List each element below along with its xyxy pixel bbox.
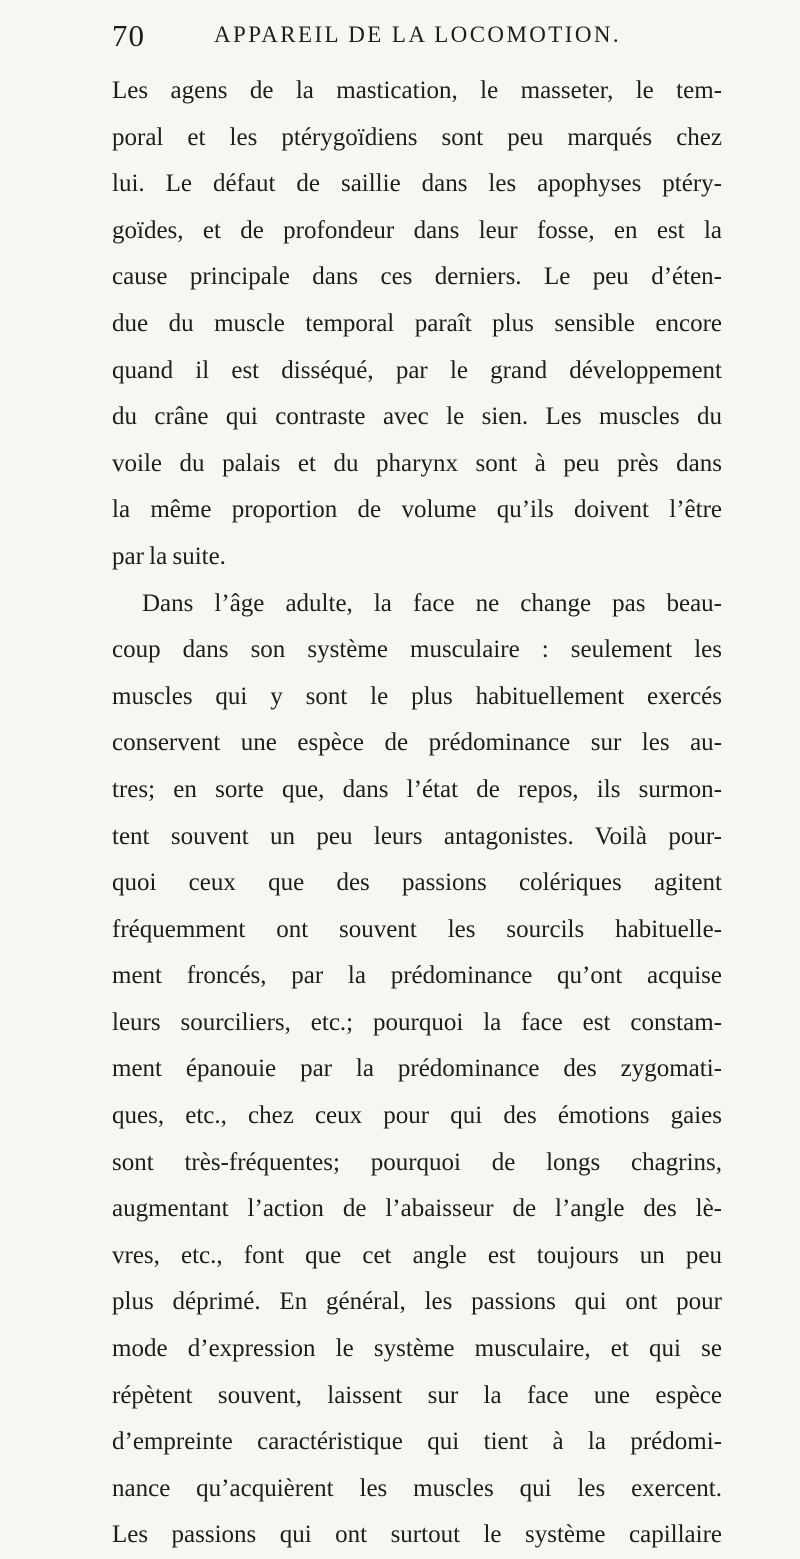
paragraph (112, 581, 722, 1559)
text-line: vres, etc., font que cet angle est toujours un peu (112, 1241, 722, 1269)
text-line: quoi ceux que des passions colériques agitent (112, 869, 722, 897)
text-line: lui. Le défaut de saillie dans les apophyses ptéry- (112, 170, 722, 198)
text-line: nance qu’acquièrent les muscles qui les exercent. (112, 1474, 722, 1502)
text-line: mode d’expression le système musculaire, et qui se (112, 1335, 722, 1363)
text-line: cause principale dans ces derniers. Le peu d’éten- (112, 263, 722, 291)
text-line: tent souvent un peu leurs antagonistes. Voilà pour- (112, 822, 722, 850)
text-line: leurs sourciliers, etc.; pourquoi la face est constam- (112, 1008, 722, 1036)
text-line: coup dans son système musculaire : seulement les (112, 636, 722, 664)
text-line: plus déprimé. En général, les passions qui ont pour (112, 1288, 722, 1316)
text-line: fréquemment ont souvent les sourcils habituelle- (112, 915, 722, 943)
text-line: due du muscle temporal paraît plus sensible encore (112, 309, 722, 337)
text-line: ment épanouie par la prédominance des zygomati- (112, 1055, 722, 1083)
running-head (112, 18, 722, 58)
text-line: muscles qui y sont le plus habituellement exercés (112, 682, 722, 710)
text-line: augmentant l’action de l’abaisseur de l’angle des lè- (112, 1195, 722, 1223)
text-line: Les passions qui ont surtout le système capillaire (112, 1521, 722, 1549)
text-line: Les agens de la mastication, le masseter, le tem- (112, 77, 722, 104)
running-title: APPAREIL DE LA LOCOMOTION. (214, 22, 621, 47)
paragraph (112, 68, 722, 581)
text-line: poral et les ptérygoïdiens sont peu marqués chez (112, 123, 722, 151)
page-number: 70 (112, 18, 145, 53)
text-line: sont très-fréquentes; pourquoi de longs chagrins, (112, 1148, 722, 1176)
text-line: conservent une espèce de prédominance sur les au- (112, 729, 722, 757)
text-line: répètent souvent, laissent sur la face une espèce (112, 1381, 722, 1409)
text-line: Dans l’âge adulte, la face ne change pas beau- (142, 589, 722, 617)
text-line: d’empreinte caractéristique qui tient à la prédomi- (112, 1428, 722, 1456)
text-line: goïdes, et de profondeur dans leur fosse, en est la (112, 216, 722, 244)
text-line: ques, etc., chez ceux pour qui des émotions gaies (112, 1102, 722, 1130)
text-line: tres; en sorte que, dans l’état de repos, ils surmon- (112, 775, 722, 803)
text-line: du crâne qui contraste avec le sien. Les muscles du (112, 403, 722, 431)
text-line: ment froncés, par la prédominance qu’ont acquise (112, 962, 722, 990)
body-text (112, 68, 722, 1559)
text-line: voile du palais et du pharynx sont à peu près dans (112, 449, 722, 477)
text-line: la même proportion de volume qu’ils doivent l’être (112, 496, 722, 524)
text-line: par la suite. (112, 542, 226, 570)
text-line: quand il est disséqué, par le grand développement (112, 356, 722, 384)
